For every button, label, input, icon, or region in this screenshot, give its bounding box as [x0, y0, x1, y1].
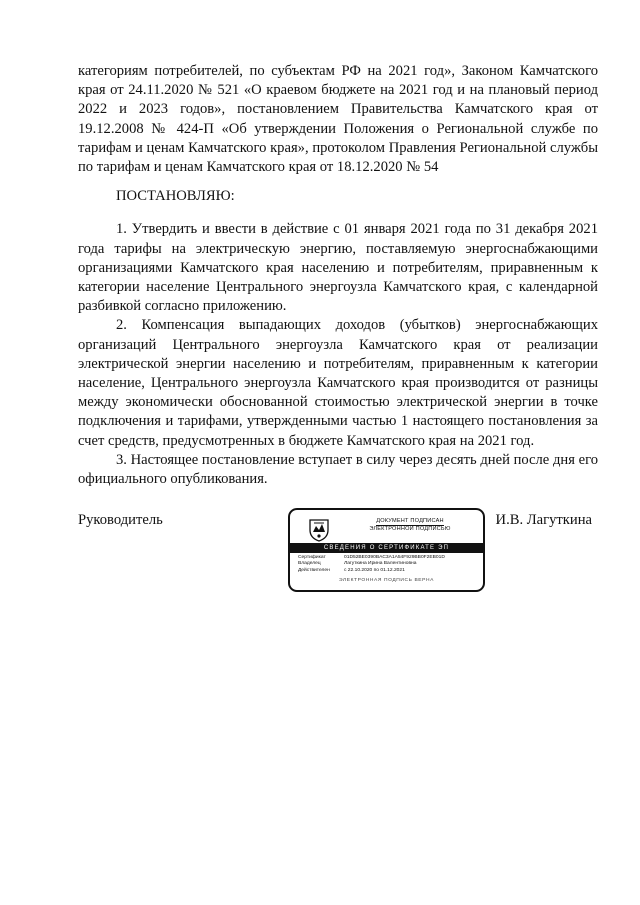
stamp-title [342, 518, 478, 533]
stamp-row-value: 01D52BE0390BAC3A1A54F929BB0F2EB01D [344, 555, 445, 560]
stamp-row-key: Действителен [298, 567, 330, 573]
signature-block [78, 512, 598, 602]
stamp-row-value: Лагуткина Ирина Валентиновна [344, 561, 417, 567]
stamp-row [298, 568, 480, 574]
document-body [78, 62, 598, 489]
stamp-row-value: с 22.10.2020 по 01.12.2021 [344, 567, 405, 573]
coat-of-arms-icon [308, 516, 330, 542]
resolve-heading: ПОСТАНОВЛЯЮ: [116, 188, 235, 205]
signatory-position: Руководитель [78, 512, 163, 528]
intro-paragraph: категориям потребителей, по субъектам РФ на 2021 год», Законом Камчатского края от 24.11.2020 № 521 «О краевом бюджете на 2021 год и на плановый период 2022 и 2023 годов», постановлением Правительства Камчатского края от 19.12.2008 № 424-П «Об утверждении Положения о Региональной службе по тарифам и ценам Камчатского края», протоколом Правления Региональной службы по тарифам и ценам Камчатского края от 18.12.2020 № 54 [78, 63, 598, 176]
signatory-name: И.В. Лагуткина [495, 512, 592, 528]
stamp-details [298, 555, 480, 574]
item-1-paragraph: 1. Утвердить и ввести в действие с 01 января 2021 года по 31 декабря 2021 года тарифы на электрическую энергию, поставляемую энергоснабжающими организациями Камчатского края населению и потребителям, приравненным к категории население Центрального энергоузла Камчатского края, с календарной разбивкой согласно приложению. [78, 221, 598, 315]
stamp-row-key: Сертификат [298, 555, 326, 560]
stamp-certificate-bar: СВЕДЕНИЯ О СЕРТИФИКАТЕ ЭП [290, 543, 483, 553]
stamp-row-key: Владелец [298, 561, 321, 567]
stamp-title-line1: ДОКУМЕНТ ПОДПИСАН [376, 518, 444, 524]
e-signature-stamp [288, 508, 485, 592]
item-2-paragraph: 2. Компенсация выпадающих доходов (убытков) энергоснабжающих организаций Центрального энергоузла Камчатского края от реализации электрической энергии населению и потребителям, приравненным к категории население, Центрального энергоузла Камчатского края производится от разницы между экономически обоснованной стоимостью электрической энергии в точке подключения и тарифами, утвержденными частью 1 настоящего постановления за счет средств, предусмотренных в бюджете Камчатского края на 2021 год. [78, 317, 598, 449]
item-3-paragraph: 3. Настоящее постановление вступает в силу через десять дней после дня его официального опубликования. [78, 451, 598, 488]
stamp-title-line2: ЭЛЕКТРОННОЙ ПОДПИСЬЮ [369, 526, 451, 532]
stamp-footer: ЭЛЕКТРОННАЯ ПОДПИСЬ ВЕРНА [338, 578, 435, 583]
